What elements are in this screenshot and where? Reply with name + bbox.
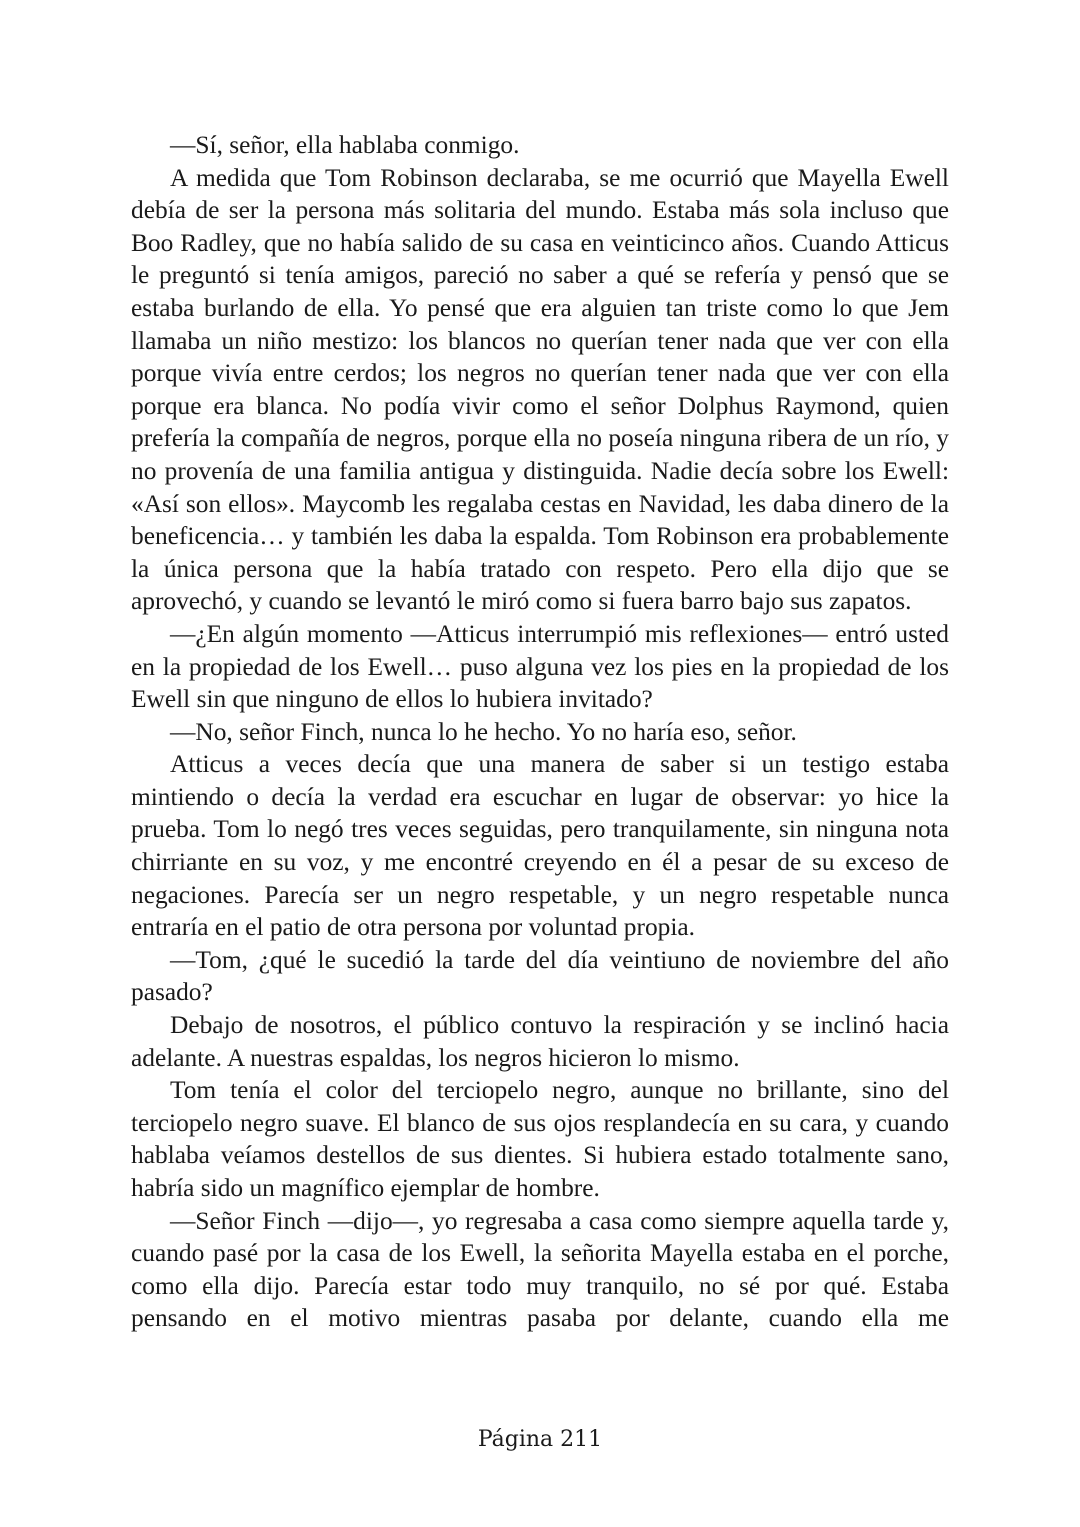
paragraph: Atticus a veces decía que una manera de saber si un testigo estaba mintiendo o decía la verdad era escuchar en lugar de observar: yo hice la prueba. Tom lo negó tres veces seguidas, pero tranquilamente, sin ninguna nota chirriante en su voz, y me encontré creyendo en él a pesar de su exceso de negaciones. Parecía ser un negro respetable, y un negro respetable nunca entraría en el patio de otra persona por voluntad propia. [131,750,949,942]
paragraph-last: —Señor Finch —dijo—, yo regresaba a casa como siempre aquella tarde y, cuando pasé por la casa de los Ewell, la señorita Mayella estaba en el porche, como ella dijo. Parecía estar todo muy tranquilo, no sé por qué. Estaba pensando en el motivo mientras pasaba por delante, cuando ella me [131,1206,949,1333]
page-body [131,129,949,1335]
paragraph: Debajo de nosotros, el público contuvo la respiración y se inclinó hacia adelante. A nuestras espaldas, los negros hicieron lo mismo. [131,1011,949,1072]
paragraph: —¿En algún momento —Atticus interrumpió mis reflexiones— entró usted en la propiedad de los Ewell… puso alguna vez los pies en la propiedad de los Ewell sin que ninguno de ellos lo hubiera invitado? [131,619,949,714]
paragraph: A medida que Tom Robinson declaraba, se me ocurrió que Mayella Ewell debía de ser la persona más solitaria del mundo. Estaba más sola incluso que Boo Radley, que no había salido de su casa en veinticinco años. Cuando Atticus le preguntó si tenía amigos, pareció no saber a qué se refería y pensó que se estaba burlando de ella. Yo pensé que era alguien tan triste como lo que Jem llamaba un niño mestizo: los blancos no querían tener nada que ver con ella porque vivía entre cerdos; los negros no querían tener nada que ver con ella porque era blanca. No podía vivir como el señor Dolphus Raymond, quien prefería la compañía de negros, porque ella no poseía ninguna ribera de un río, y no provenía de una familia antigua y distinguida. Nadie decía sobre los Ewell: «Así son ellos». Maycomb les regalaba cestas en Navidad, les daba dinero de la beneficencia… y también les daba la espalda. Tom Robinson era probablemente la única persona que la había tratado con respeto. Pero ella dijo que se aprovechó, y cuando se levantó le miró como si fuera barro bajo sus zapatos. [131,163,949,616]
paragraph: —Tom, ¿qué le sucedió la tarde del día veintiuno de noviembre del año pasado? [131,945,949,1007]
paragraph: —No, señor Finch, nunca lo he hecho. Yo no haría eso, señor. [170,717,797,746]
page-number: Página 211 [477,1427,603,1452]
paragraph: Tom tenía el color del terciopelo negro, aunque no brillante, sino del terciopelo negro suave. El blanco de sus ojos resplandecía en su cara, y cuando hablaba veíamos destellos de sus dientes. Si hubiera estado totalmente sano, habría sido un magnífico ejemplar de hombre. [131,1076,949,1202]
paragraph: —Sí, señor, ella hablaba conmigo. [170,131,520,159]
